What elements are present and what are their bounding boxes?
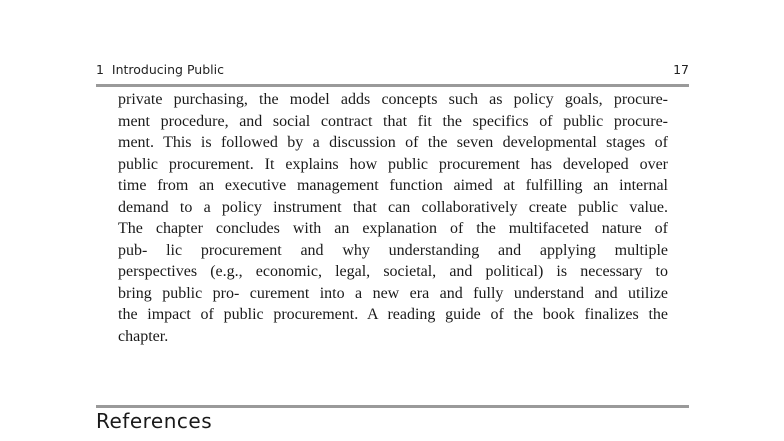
running-head-chapter [96,62,224,77]
text-line: ment procedure, and social contract that fit the specifics of public procure- [118,112,668,130]
text-line: ment. This is followed by a discussion of the seven developmental stages of [118,134,668,151]
chapter-title: Introducing Public [111,62,224,77]
running-head [96,62,689,80]
references-heading: References [96,409,213,433]
header-rule [96,84,689,87]
text-line: time from an executive management function aimed at fulfilling an internal [118,177,668,194]
page-number: 17 [673,62,689,77]
references-rule [96,405,689,408]
text-line: bring public pro- curement into a new era and fully understand and utilize [118,284,668,302]
text-line: The chapter concludes with an explanation of the multifaceted nature of [118,220,668,237]
text-line: demand to a policy instrument that can collaboratively create public value. [118,198,668,216]
chapter-number: 1 [96,62,104,77]
text-line: the impact of public procurement. A reading guide of the book finalizes the [118,306,668,323]
text-line: chapter. [118,327,169,345]
text-line: pub- lic procurement and why understanding and applying multiple [118,241,668,259]
text-line: perspectives (e.g., economic, legal, societal, and political) is necessary to [118,263,668,280]
text-line: public procurement. It explains how public procurement has developed over [118,155,668,173]
body-paragraph [118,89,668,347]
text-line: private purchasing, the model adds concepts such as policy goals, procure- [118,91,668,108]
